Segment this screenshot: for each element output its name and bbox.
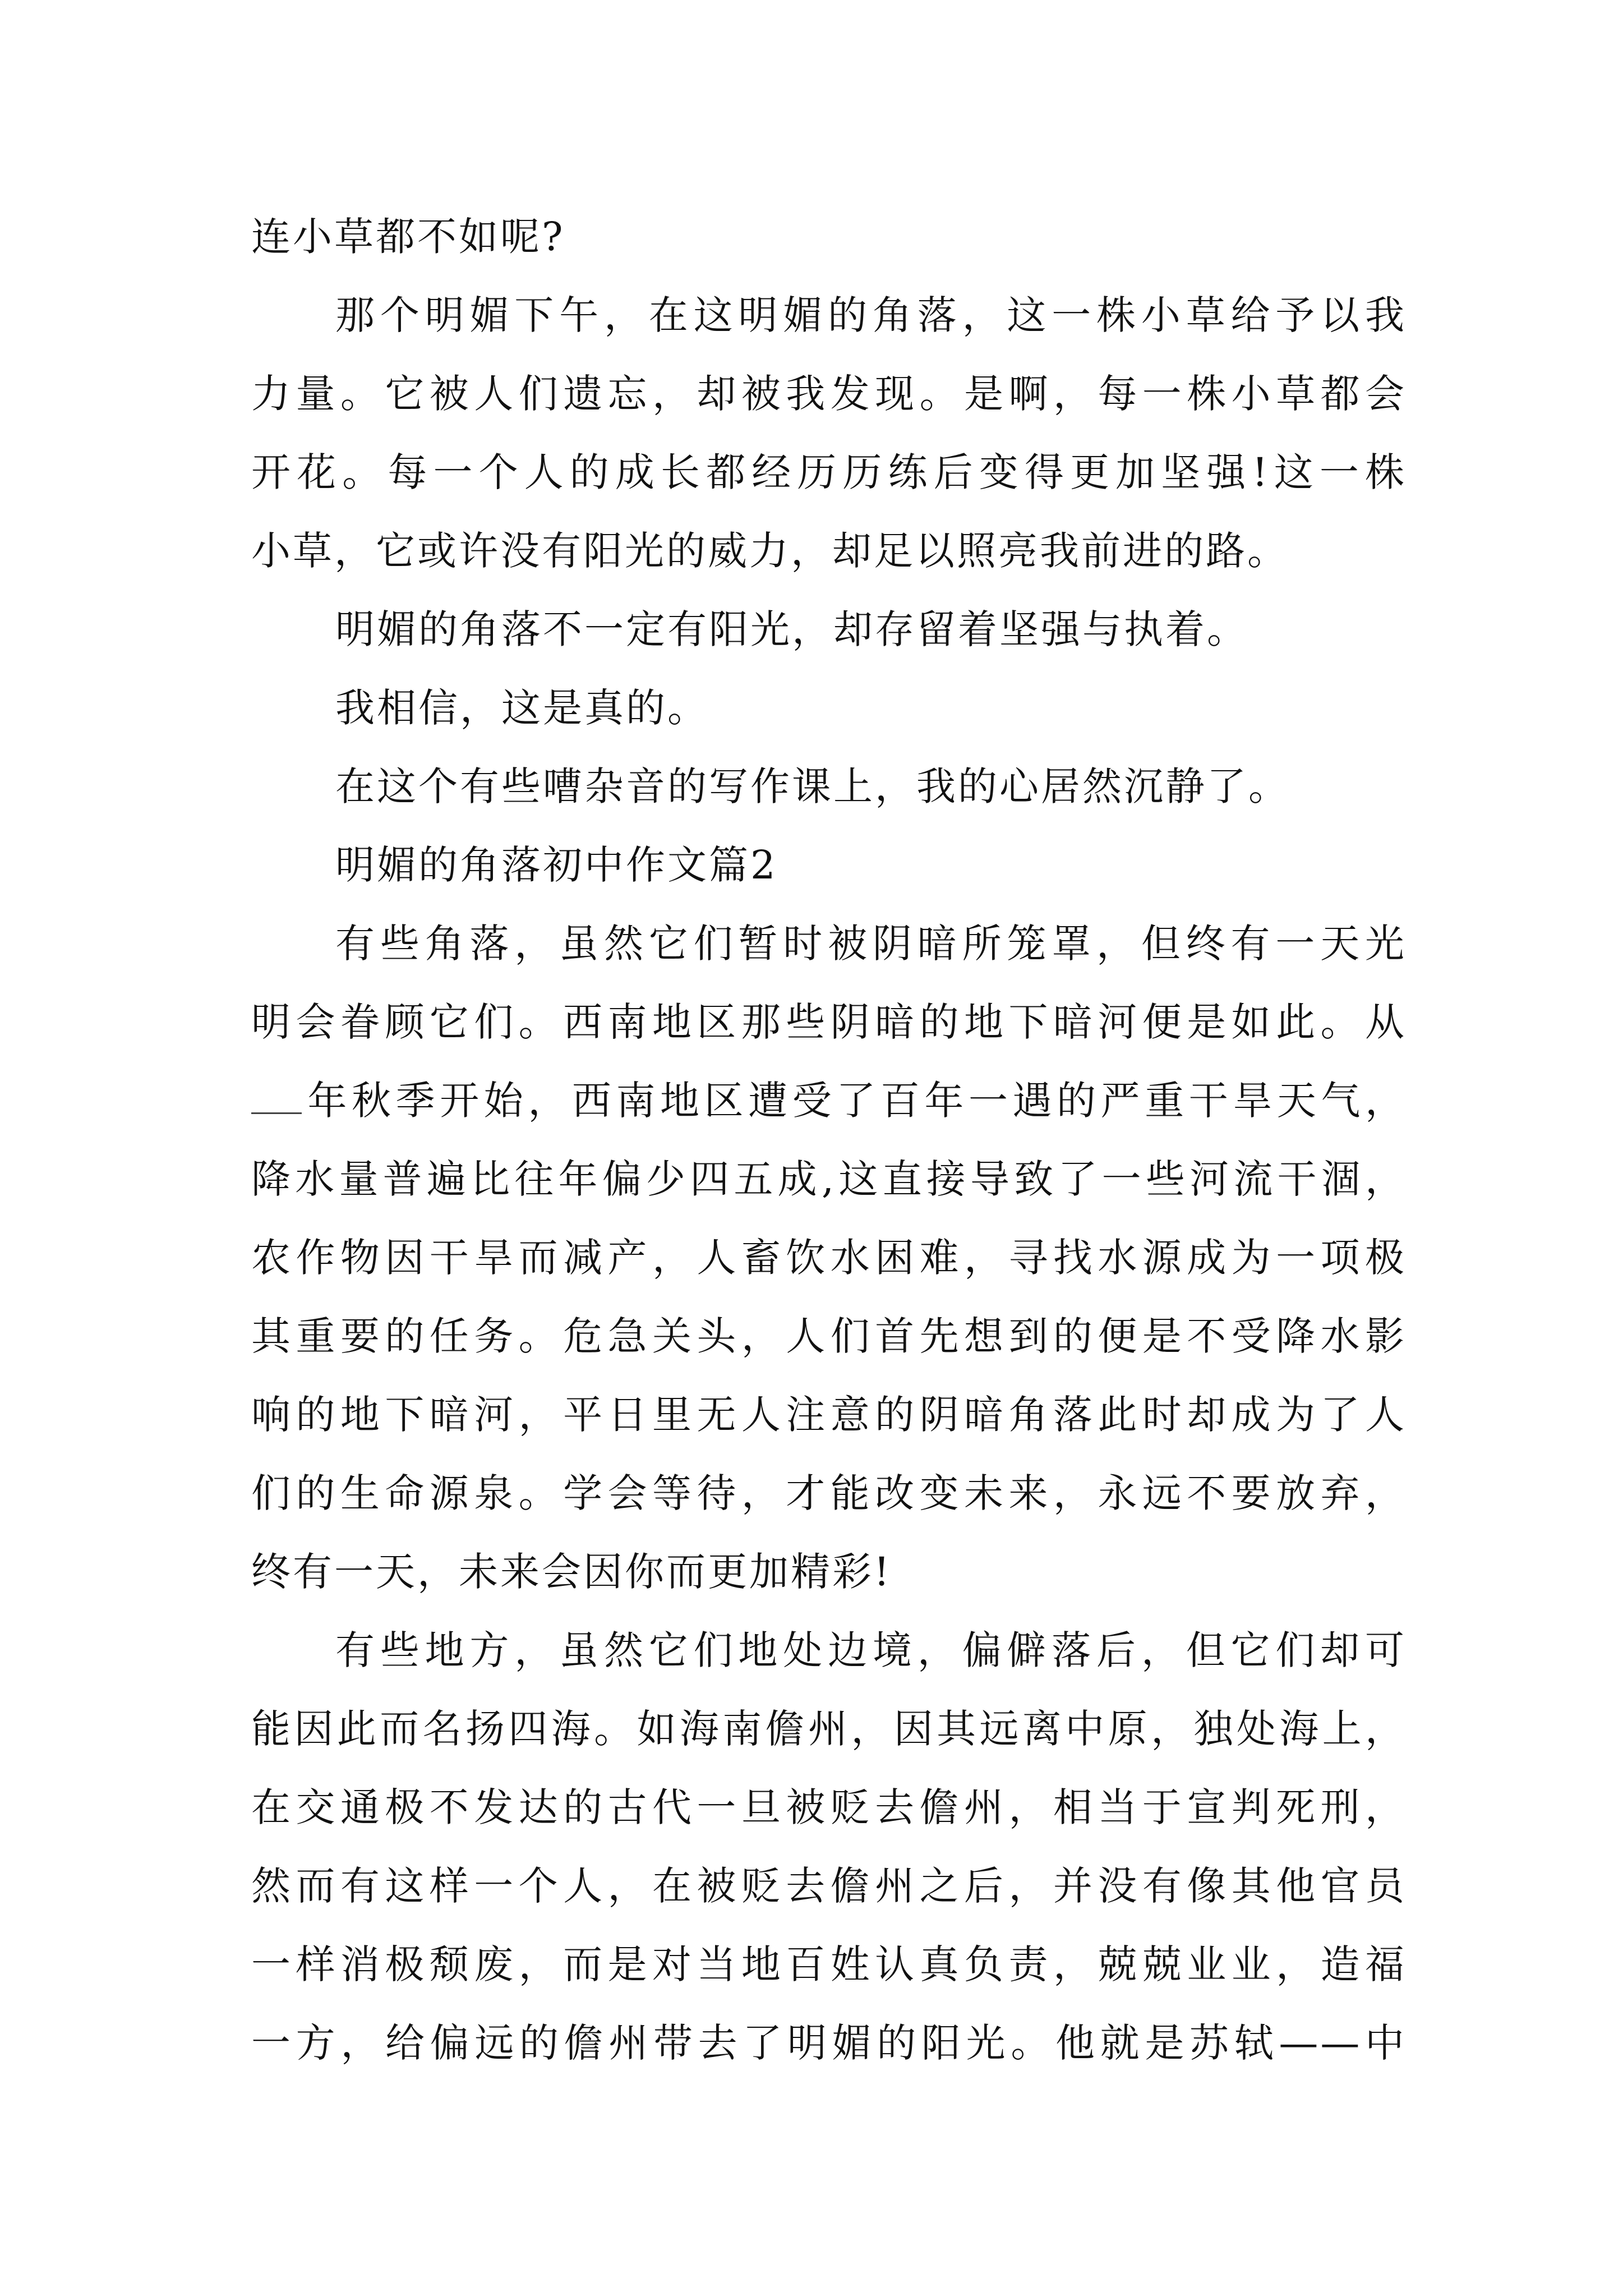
paragraph-first-line: 我相信，这是真的。 [335,685,709,731]
text-line: 其重要的任务。危急关头，人们首先想到的便是不受降水影 [251,1313,1407,1359]
text-line: 在交通极不发达的古代一旦被贬去儋州，相当于宣判死刑， [251,1784,1407,1830]
text-line: 小草，它或许没有阳光的威力，却足以照亮我前进的路。 [251,528,1289,574]
section-title: 明媚的角落初中作文篇2 [335,842,778,888]
paragraph-first-line: 明媚的角落不一定有阳光，却存留着坚强与执着。 [335,606,1248,652]
text-line-with-blank [251,1061,1407,1140]
text-line: 们的生命源泉。学会等待，才能改变未来，永远不要放弃， [251,1470,1407,1516]
paragraph-first-line: 有些角落，虽然它们暂时被阴暗所笼罩，但终有一天光 [335,921,1407,967]
text-line: 响的地下暗河，平日里无人注意的阴暗角落此时却成为了人 [251,1392,1407,1438]
paragraph-first-line: 有些地方，虽然它们地处边境，偏僻落后，但它们却可 [335,1627,1407,1673]
text-line: 一样消极颓废，而是对当地百姓认真负责，兢兢业业，造福 [251,1941,1407,1987]
text-line: 降水量普遍比往年偏少四五成,这直接导致了一些河流干涸， [251,1156,1407,1202]
text-line: 年秋季开始，西南地区遭受了百年一遇的严重干旱天气， [305,1078,1407,1124]
text-line: 开花。每一个人的成长都经历历练后变得更加坚强!这一株 [251,449,1407,495]
text-line: 然而有这样一个人，在被贬去儋州之后，并没有像其他官员 [251,1863,1407,1909]
paragraph-first-line: 那个明媚下午，在这明媚的角落，这一株小草给予以我 [335,292,1407,338]
text-line: 一方，给偏远的儋州带去了明媚的阳光。他就是苏轼——中 [251,2020,1407,2066]
text-line: 力量。它被人们遗忘，却被我发现。是啊，每一株小草都会 [251,371,1407,417]
text-line: 明会眷顾它们。西南地区那些阴暗的地下暗河便是如此。从 [251,999,1407,1045]
text-line: 能因此而名扬四海。如海南儋州，因其远离中原，独处海上， [251,1706,1407,1752]
fill-in-blank [251,1078,302,1114]
text-line: 农作物因干旱而减产，人畜饮水困难，寻找水源成为一项极 [251,1235,1407,1281]
paragraph-first-line: 在这个有些嘈杂音的写作课上，我的心居然沉静了。 [335,763,1290,809]
text-line: 连小草都不如呢? [251,214,565,260]
text-line: 终有一天，未来会因你而更加精彩! [251,1549,892,1595]
